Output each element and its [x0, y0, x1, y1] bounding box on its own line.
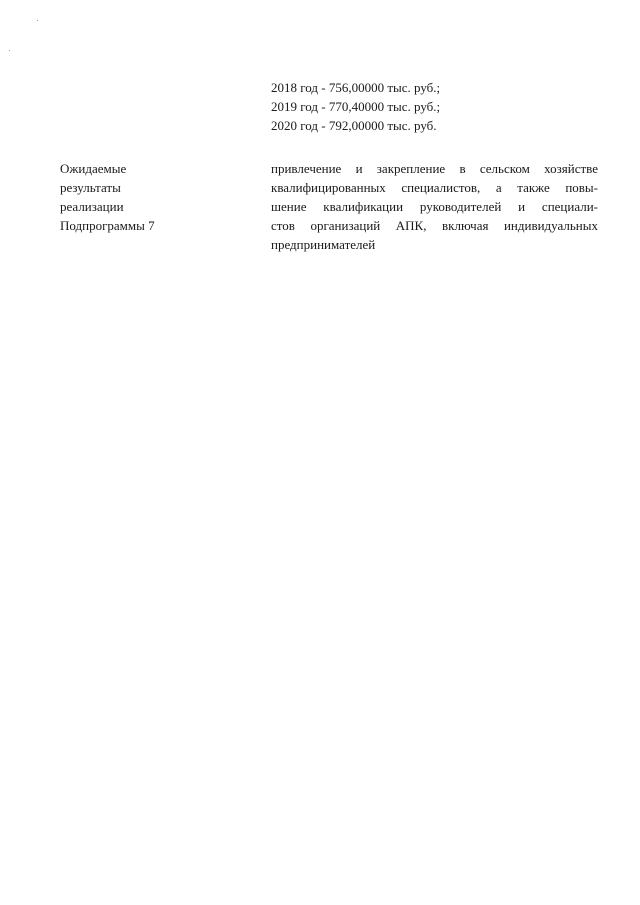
scan-speck	[9, 50, 10, 51]
funding-line-2018: 2018 год - 756,00000 тыс. руб.;	[271, 80, 441, 95]
scan-speck	[37, 20, 38, 21]
text-line: привлечение и закрепление в сельском хозяйстве	[271, 161, 598, 176]
text-line: стов организаций АПК, включая индивидуальных	[271, 218, 598, 233]
funding-line-2019: 2019 год - 770,40000 тыс. руб.;	[271, 99, 441, 114]
funding-line-2020: 2020 год - 792,00000 тыс. руб.	[271, 118, 437, 133]
label-line: Подпрограммы 7	[60, 218, 155, 233]
text-line: предпринимателей	[271, 237, 376, 252]
text-line: квалифицированных специалистов, а также повы-	[271, 180, 598, 195]
text-line: шение квалификации руководителей и специали-	[271, 199, 598, 214]
expected-results-text	[271, 159, 598, 254]
label-line: Ожидаемые	[60, 161, 127, 176]
expected-results-label	[60, 159, 210, 235]
label-line: результаты	[60, 180, 121, 195]
funding-by-year	[271, 78, 440, 135]
label-line: реализации	[60, 199, 124, 214]
